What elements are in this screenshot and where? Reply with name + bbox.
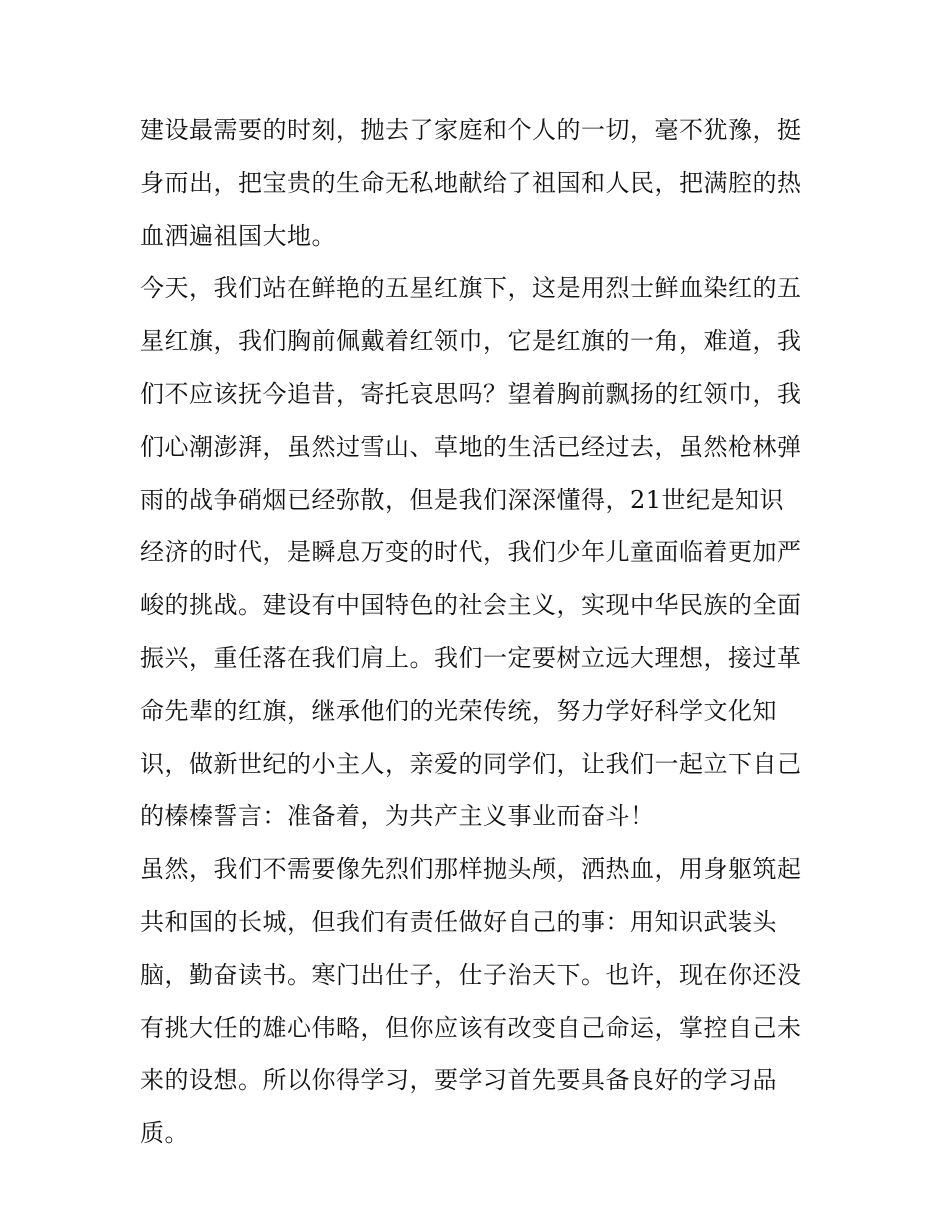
text-line: 虽然，我们不需要像先烈们那样抛头颅，洒热血，用身躯筑起 (140, 855, 802, 884)
text-line: 建设最需要的时刻，抛去了家庭和个人的一切，毫不犹豫，挺 (140, 116, 802, 144)
text-line: 振兴，重任落在我们肩上。我们一定要树立远大理想，接过革 (140, 643, 802, 672)
text-line: 们心潮澎湃，虽然过雪山、草地的生活已经过去，虽然枪林弹 (140, 432, 802, 461)
text-line: 质。 (140, 1119, 189, 1148)
body-text (140, 104, 812, 1160)
text-line: 有挑大任的雄心伟略，但你应该有改变自己命运，掌控自己未 (140, 1013, 802, 1042)
text-line: 经济的时代，是瞬息万变的时代，我们少年儿童面临着更加严 (140, 538, 802, 567)
text-line: 血洒遍祖国大地。 (140, 221, 336, 250)
text-line: 身而出，把宝贵的生命无私地献给了祖国和人民，把满腔的热 (140, 168, 802, 197)
text-line: 们不应该抚今追昔，寄托哀思吗？望着胸前飘扬的红领巾，我 (140, 379, 802, 408)
text-line: 共和国的长城，但我们有责任做好自己的事：用知识武装头 (140, 907, 777, 936)
text-line: 雨的战争硝烟已经弥散，但是我们深深懂得，21世纪是知识 (140, 485, 785, 514)
text-line: 命先辈的红旗，继承他们的光荣传统，努力学好科学文化知 (140, 696, 777, 725)
text-line: 脑，勤奋读书。寒门出仕子，仕子治天下。也许，现在你还没 (140, 960, 802, 989)
text-line: 星红旗，我们胸前佩戴着红领巾，它是红旗的一角，难道，我 (140, 327, 802, 356)
text-line: 的榛榛誓言：准备着，为共产主义事业而奋斗！ (140, 802, 655, 831)
text-line: 今天，我们站在鲜艳的五星红旗下，这是用烈士鲜血染红的五 (140, 274, 802, 303)
text-line: 峻的挑战。建设有中国特色的社会主义，实现中华民族的全面 (140, 591, 802, 620)
text-line: 识，做新世纪的小主人，亲爱的同学们，让我们一起立下自己 (140, 749, 802, 778)
text-line: 来的设想。所以你得学习，要学习首先要具备良好的学习品 (140, 1066, 777, 1095)
